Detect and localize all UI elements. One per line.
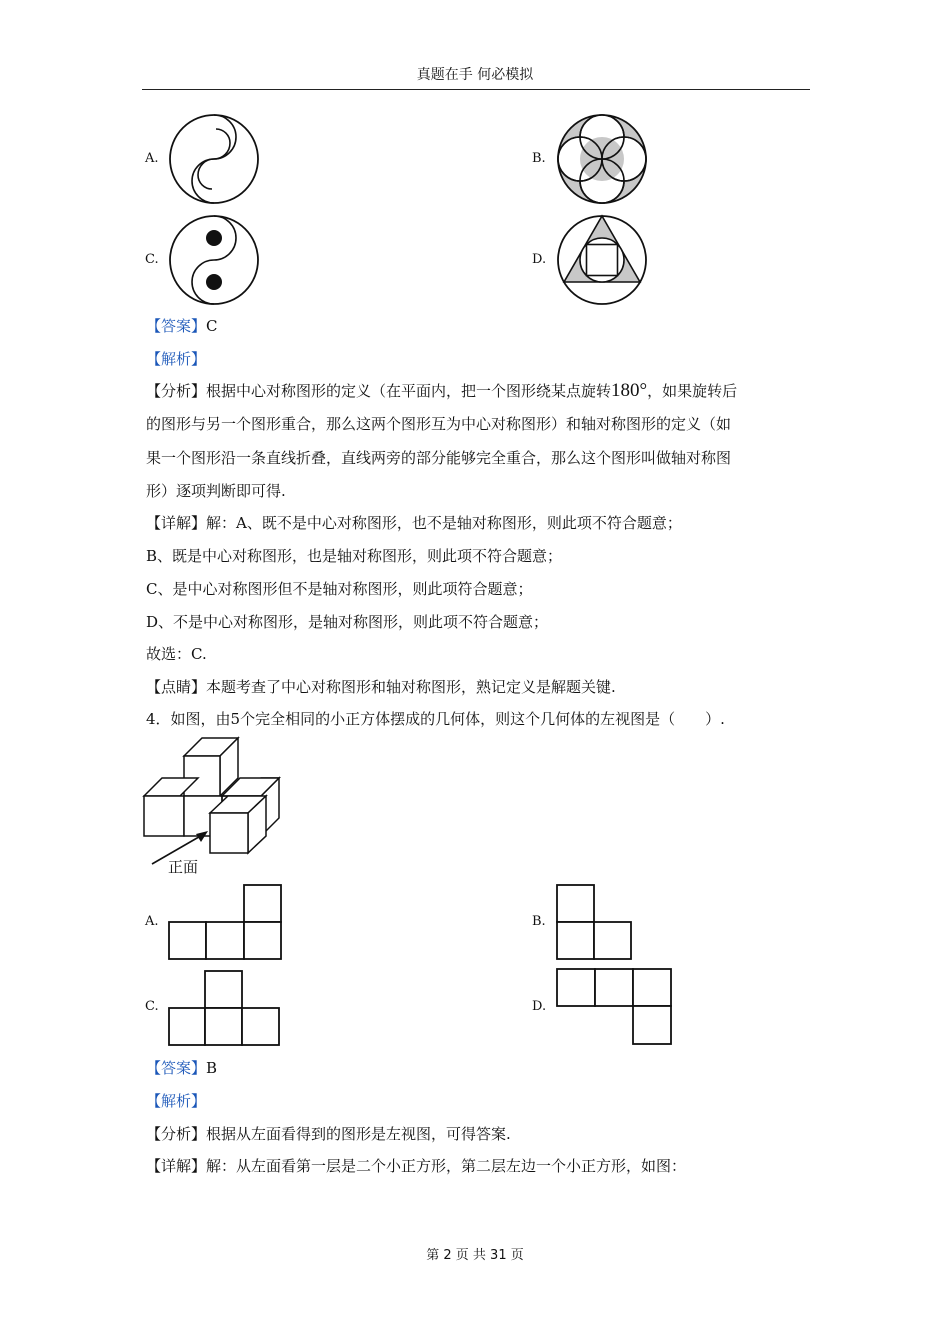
answer-value: C <box>206 317 218 335</box>
fenxi-text-tail: ，如果旋转后 <box>647 382 738 400</box>
dianjing-text: 本题考查了中心对称图形和轴对称图形，熟记定义是解题关键. <box>206 678 616 696</box>
page-footer: 第 2 页 共 31 页 <box>426 1248 524 1263</box>
two-hook-circle-figure-icon <box>168 113 260 205</box>
page-header: 真题在手 何必模拟 <box>416 67 534 83</box>
q4-option-a-label: A. <box>145 914 159 929</box>
q4-answer <box>146 1057 217 1078</box>
q4-option-a-shape <box>168 884 282 960</box>
answer-tag: 【答案】 <box>146 1059 207 1077</box>
xiangjie-text: 解：从左面看第一层是二个小正方形，第二层左边一个小正方形，如图： <box>206 1157 687 1175</box>
circle-triangle-square-figure-icon <box>556 214 648 306</box>
q3-fenxi-line-2: 的图形与另一个图形重合，那么这两个图形互为中心对称图形）和轴对称图形的定义（如 <box>146 415 732 433</box>
fenxi-tag: 【分析】 <box>146 1125 207 1143</box>
four-petal-circle-figure-icon <box>556 113 648 205</box>
q3-option-d-label: D. <box>532 252 547 267</box>
q4-option-d-shape <box>556 968 672 1046</box>
xiangjie-tag: 【详解】 <box>146 514 207 532</box>
xiangjie-text: 解：A、既不是中心对称图形，也不是轴对称图形，则此项不符合题意； <box>206 514 682 532</box>
q3-xiangjie-line-1 <box>146 512 682 533</box>
cube-stack-figure <box>140 738 285 878</box>
header-rule <box>142 89 810 90</box>
q3-fenxi-line-4: 形）逐项判断即可得. <box>146 482 286 500</box>
q3-xiangjie-line-2: B、既是中心对称图形，也是轴对称图形，则此项不符合题意； <box>146 547 563 565</box>
q4-option-b-shape <box>556 884 632 960</box>
q3-option-c-label: C. <box>145 252 159 267</box>
dianjing-tag: 【点睛】 <box>146 678 207 696</box>
q3-analysis-heading <box>146 348 206 369</box>
q3-fenxi-line-1 <box>146 380 737 402</box>
q4-fenxi <box>146 1123 511 1144</box>
q3-option-a-label: A. <box>145 151 159 166</box>
figure-caption: 正面 <box>168 858 199 876</box>
q3-fenxi-line-3: 果一个图形沿一条直线折叠，直线两旁的部分能够完全重合，那么这个图形叫做轴对称图 <box>146 449 732 467</box>
q4-question: 4．如图，由5个完全相同的小正方体摆成的几何体，则这个几何体的左视图是（ ）. <box>146 710 725 728</box>
q4-analysis-heading <box>146 1090 206 1111</box>
q3-option-b-label: B. <box>532 151 546 166</box>
fenxi-text: 根据中心对称图形的定义（在平面内，把一个图形绕某点旋转 <box>206 382 612 400</box>
q4-option-c-label: C. <box>145 999 159 1014</box>
q3-xiangjie-line-5: 故选：C. <box>146 645 207 663</box>
answer-tag: 【答案】 <box>146 317 207 335</box>
q4-option-d-label: D. <box>532 999 547 1014</box>
q4-option-b-label: B. <box>532 914 546 929</box>
angle-value: 180° <box>611 380 648 401</box>
q3-xiangjie-line-4: D、不是中心对称图形，是轴对称图形，则此项不符合题意； <box>146 613 549 631</box>
fenxi-text: 根据从左面看得到的图形是左视图，可得答案. <box>206 1125 511 1143</box>
q3-answer <box>146 315 218 336</box>
q4-option-c-shape <box>168 970 280 1046</box>
analysis-tag: 【解析】 <box>146 1092 207 1110</box>
answer-value: B <box>206 1059 218 1077</box>
xiangjie-tag: 【详解】 <box>146 1157 207 1175</box>
q4-xiangjie <box>146 1155 686 1176</box>
yin-yang-figure-icon <box>168 214 260 306</box>
analysis-tag: 【解析】 <box>146 350 207 368</box>
fenxi-tag: 【分析】 <box>146 382 207 400</box>
q3-dianjing <box>146 676 616 697</box>
q3-xiangjie-line-3: C、是中心对称图形但不是轴对称图形，则此项符合题意； <box>146 580 533 598</box>
